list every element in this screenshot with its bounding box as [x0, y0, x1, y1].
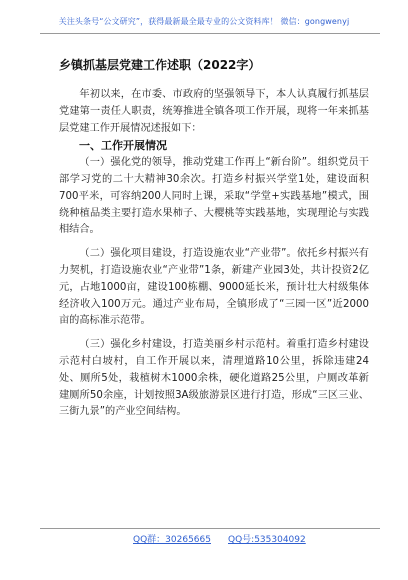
header-divider [40, 33, 380, 34]
paragraph-rural-construction: （三）强化乡村建设，打造美丽乡村示范村。着重打造乡村建设示范村白坡村，自工作开展以来，清理道路10公里，拆除违建24处、厕所5处，栽植树木1000余株，硬化道路25公里，户厕改革新建厕所50余座，计划按照3A级旅游景区进行打造，形成“三区三业、三街九景”的产业空间结构。 [59, 339, 369, 418]
qq-group-number: QQ群：30265665 [133, 535, 211, 545]
section-heading: 一、工作开展情况 [79, 139, 167, 153]
paragraph-project-construction: （二）强化项目建设，打造设施农业“产业带”。依托乡村振兴有力契机，打造设施农业“产业带”1条，新建产业园3处，共计投资2亿元，占地1000亩，建设100栋棚、9000延长米，预计壮大村级集体经济收入100万元。通过产业布局，全镇形成了“三园一区”近2000亩的高标准示范带。 [59, 248, 369, 327]
header-banner: 关注头条号“公文研究”，获得最新最全最专业的公文资料库！ 微信：gongwenyj [58, 17, 350, 26]
paragraph-party-leadership: （一）强化党的领导，推动党建工作再上“新台阶”。组织党员干部学习党的二十大精神30余次。打造乡村振兴学堂1处，建设面积700平米，可容纳200人同时上课，采取“学堂+实践基地”模式，围绕种植品类主要打造水果柿子、大樱桃等实践基地，实现理论与实践相结合。 [59, 157, 369, 236]
qq-account-number: QQ号:535304092 [228, 535, 306, 545]
intro-paragraph: 年初以来，在市委、市政府的坚强领导下，本人认真履行抓基层党建第一责任人职责，统筹推进全镇各项工作开展，现将一年来抓基层党建工作开展情况述报如下： [59, 89, 369, 134]
document-body [59, 40, 369, 421]
footer-divider [40, 528, 380, 529]
document-title: 乡镇抓基层党建工作述职（2022字） [59, 58, 261, 72]
